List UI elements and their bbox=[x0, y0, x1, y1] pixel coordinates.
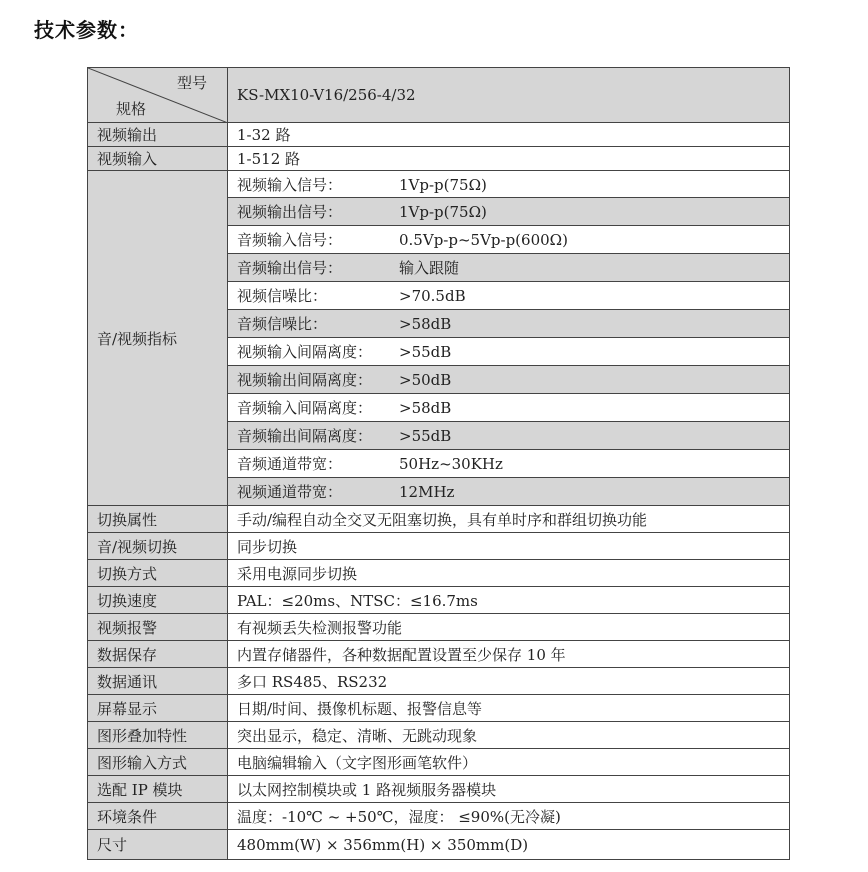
spec-row bbox=[88, 695, 790, 722]
model-value: KS-MX10-V16/256-4/32 bbox=[228, 68, 790, 123]
av-item-cell bbox=[228, 226, 790, 254]
header-corner-cell bbox=[88, 68, 228, 123]
spec-label: 选配 IP 模块 bbox=[88, 776, 228, 803]
spec-row bbox=[88, 147, 790, 171]
av-item-name: 音频输出间隔离度： bbox=[237, 427, 373, 445]
spec-row bbox=[88, 533, 790, 560]
av-item-name: 音频输出信号： bbox=[237, 259, 343, 277]
av-item-name: 视频输入间隔离度： bbox=[237, 343, 373, 361]
spec-row bbox=[88, 587, 790, 614]
av-item-name: 音频通道带宽： bbox=[237, 455, 343, 473]
spec-value: 日期/时间、摄像机标题、报警信息等 bbox=[228, 695, 790, 722]
spec-label: 切换方式 bbox=[88, 560, 228, 587]
spec-label: 尺寸 bbox=[88, 830, 228, 860]
av-item-row bbox=[88, 171, 790, 198]
spec-label: 音/视频切换 bbox=[88, 533, 228, 560]
spec-label: 视频输入 bbox=[88, 147, 228, 171]
spec-row bbox=[88, 722, 790, 749]
spec-label: 视频输出 bbox=[88, 123, 228, 147]
spec-value: 手动/编程自动全交叉无阻塞切换，具有单时序和群组切换功能 bbox=[228, 506, 790, 533]
av-item-name: 视频输出信号： bbox=[237, 203, 343, 221]
spec-value: 突出显示，稳定、清晰、无跳动现象 bbox=[228, 722, 790, 749]
av-item-name: 视频输出间隔离度： bbox=[237, 371, 373, 389]
spec-row bbox=[88, 506, 790, 533]
av-item-cell bbox=[228, 282, 790, 310]
spec-value: 以太网控制模块或 1 路视频服务器模块 bbox=[228, 776, 790, 803]
spec-row bbox=[88, 803, 790, 830]
spec-value: 480mm(W) × 356mm(H) × 350mm(D) bbox=[228, 830, 790, 860]
av-item-value: 1Vp-p(75Ω) bbox=[399, 203, 487, 221]
av-item-cell bbox=[228, 394, 790, 422]
corner-spec-label: 规格 bbox=[116, 100, 147, 118]
av-item-value: 0.5Vp-p~5Vp-p(600Ω) bbox=[399, 231, 568, 249]
av-item-value: >70.5dB bbox=[399, 287, 466, 305]
spec-label: 切换属性 bbox=[88, 506, 228, 533]
spec-row bbox=[88, 641, 790, 668]
spec-row bbox=[88, 830, 790, 860]
av-group-label: 音/视频指标 bbox=[88, 171, 228, 506]
spec-value: 内置存储器件，各种数据配置设置至少保存 10 年 bbox=[228, 641, 790, 668]
spec-value: 温度：-10℃ ~ +50℃，湿度： ≤90%(无冷凝) bbox=[228, 803, 790, 830]
spec-label: 图形输入方式 bbox=[88, 749, 228, 776]
corner-model-label: 型号 bbox=[176, 74, 207, 92]
av-item-value: >55dB bbox=[399, 427, 452, 445]
spec-row bbox=[88, 749, 790, 776]
av-item-cell bbox=[228, 254, 790, 282]
spec-value: 有视频丢失检测报警功能 bbox=[228, 614, 790, 641]
av-item-cell bbox=[228, 310, 790, 338]
av-item-name: 视频输入信号： bbox=[237, 175, 343, 194]
spec-row bbox=[88, 614, 790, 641]
av-item-name: 音频输入间隔离度： bbox=[237, 399, 373, 417]
av-item-name: 视频信噪比： bbox=[237, 287, 328, 305]
header-row bbox=[88, 68, 790, 123]
av-item-value: 输入跟随 bbox=[399, 259, 460, 277]
spec-label: 环境条件 bbox=[88, 803, 228, 830]
page-heading: 技术参数： bbox=[34, 18, 139, 42]
av-item-cell bbox=[228, 478, 790, 506]
av-item-cell bbox=[228, 171, 790, 198]
av-item-cell bbox=[228, 198, 790, 226]
av-item-name: 视频通道带宽： bbox=[237, 483, 343, 501]
spec-label: 切换速度 bbox=[88, 587, 228, 614]
spec-value: 多口 RS485、RS232 bbox=[228, 668, 790, 695]
av-item-name: 音频信噪比： bbox=[237, 315, 328, 333]
av-item-cell bbox=[228, 422, 790, 450]
spec-label: 数据通讯 bbox=[88, 668, 228, 695]
av-item-value: >55dB bbox=[399, 343, 452, 361]
av-item-value: 1Vp-p(75Ω) bbox=[399, 175, 487, 194]
spec-value: 电脑编辑输入（文字图形画笔软件） bbox=[228, 749, 790, 776]
av-item-value: 12MHz bbox=[399, 483, 455, 501]
av-item-value: >58dB bbox=[399, 399, 452, 417]
spec-label: 数据保存 bbox=[88, 641, 228, 668]
spec-label: 屏幕显示 bbox=[88, 695, 228, 722]
spec-label: 图形叠加特性 bbox=[88, 722, 228, 749]
spec-value: 1-512 路 bbox=[228, 147, 790, 171]
spec-row bbox=[88, 668, 790, 695]
spec-label: 视频报警 bbox=[88, 614, 228, 641]
av-item-value: 50Hz~30KHz bbox=[399, 455, 503, 473]
spec-row bbox=[88, 776, 790, 803]
spec-value: 1-32 路 bbox=[228, 123, 790, 147]
spec-value: 同步切换 bbox=[228, 533, 790, 560]
spec-value: PAL：≤20ms、NTSC：≤16.7ms bbox=[228, 587, 790, 614]
spec-value: 采用电源同步切换 bbox=[228, 560, 790, 587]
spec-row bbox=[88, 560, 790, 587]
av-item-cell bbox=[228, 450, 790, 478]
av-item-cell bbox=[228, 366, 790, 394]
spec-table bbox=[87, 67, 790, 860]
spec-row bbox=[88, 123, 790, 147]
av-item-value: >58dB bbox=[399, 315, 452, 333]
av-item-cell bbox=[228, 338, 790, 366]
av-item-name: 音频输入信号： bbox=[237, 231, 343, 249]
av-item-value: >50dB bbox=[399, 371, 452, 389]
